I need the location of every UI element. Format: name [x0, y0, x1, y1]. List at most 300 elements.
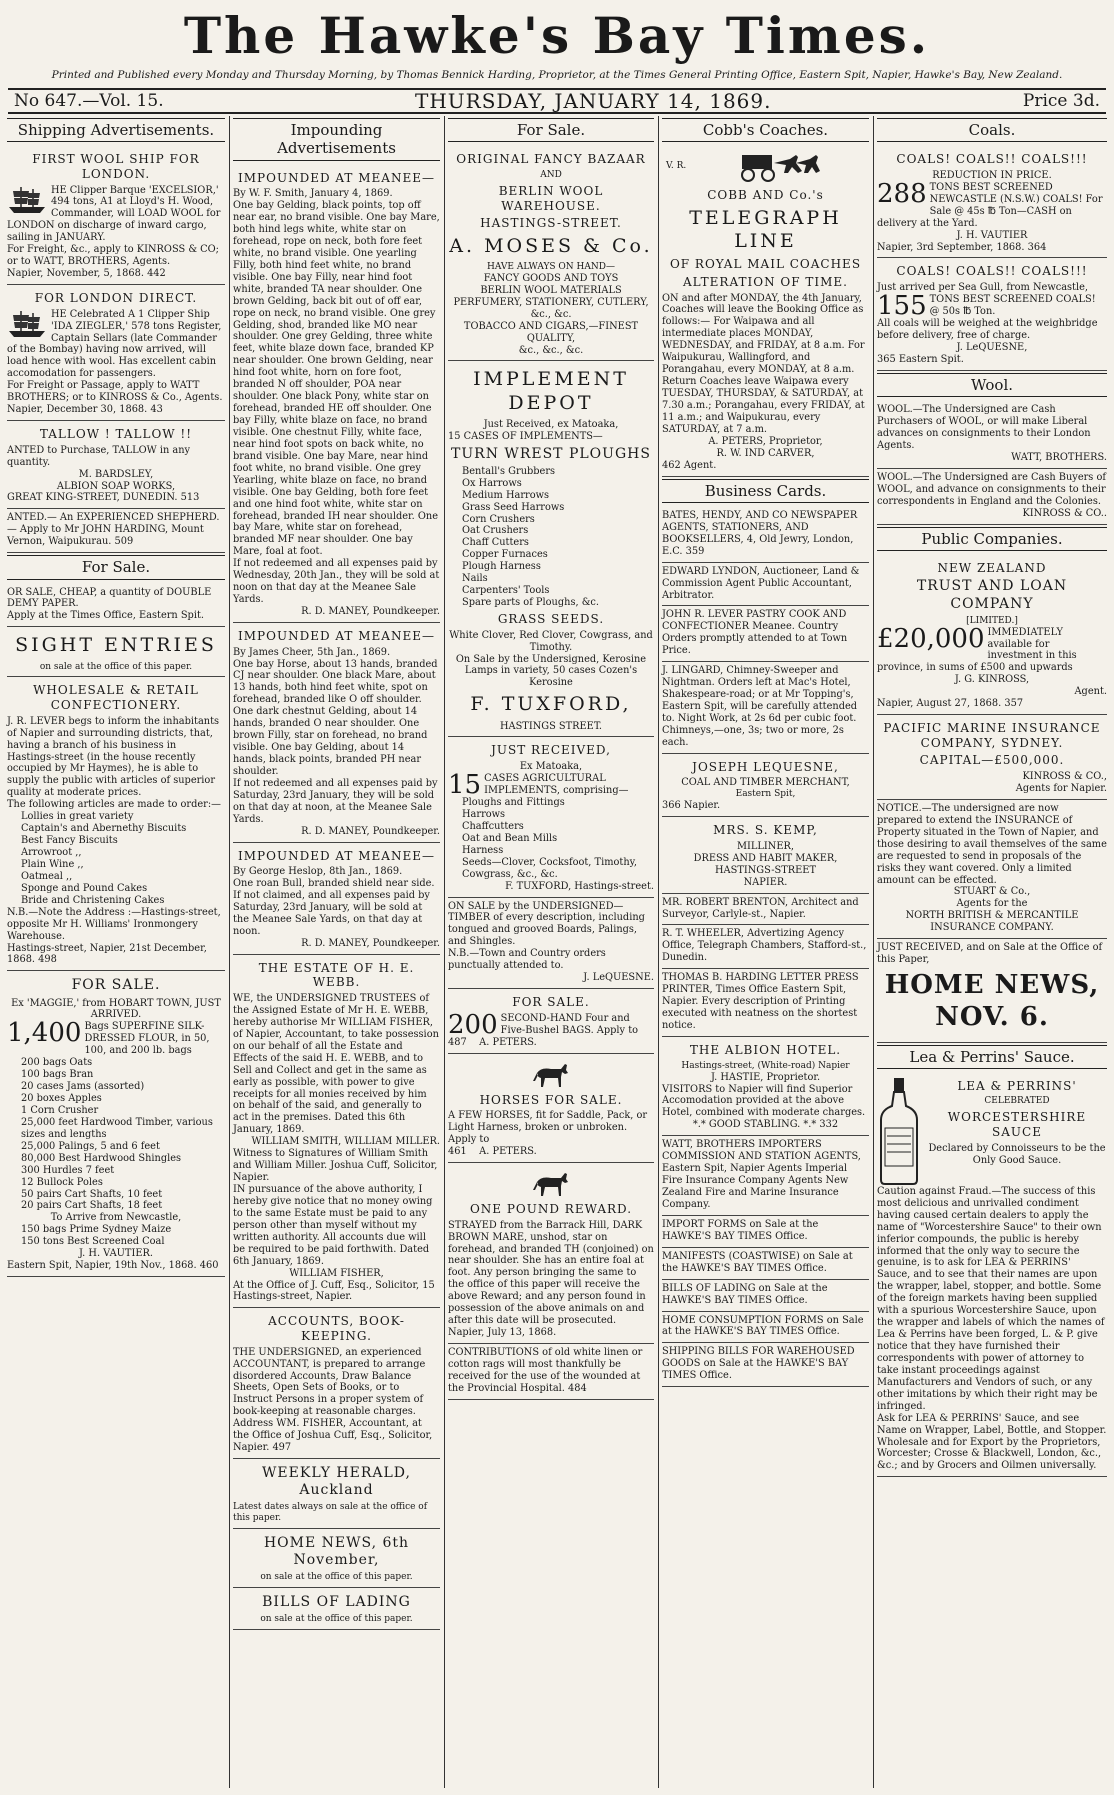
- ad-title: SIGHT ENTRIES: [15, 634, 217, 657]
- list-item: Captain's and Abernethy Biscuits: [21, 823, 187, 835]
- ad-body: BILLS OF LADING on Sale at the HAWKE'S BAY TIMES Office.: [662, 1282, 828, 1306]
- ad-home-consumption: [662, 1312, 869, 1344]
- ad-big-number: 15: [448, 770, 482, 800]
- ad-ref: 366 Napier.: [662, 800, 721, 812]
- ad-body: SECOND-HAND Four and Five-Bushel BAGS. Apply to: [500, 1012, 639, 1036]
- horse-icon: [531, 1061, 571, 1089]
- ad-sig: F. TUXFORD, Hastings-street.: [505, 880, 654, 892]
- section-header: Coals.: [877, 118, 1107, 142]
- ad-by: By James Cheer, 5th Jan., 1869.: [233, 646, 391, 658]
- ad-body: JOHN R. LEVER PASTRY COOK AND CONFECTIONER Meanee. Country Orders promptly attended to at Town Price.: [662, 609, 848, 657]
- ad-body: One bay Gelding, black points, top off near ear, no brand visible. One bay Mare, both hind legs white, white star on forehead, rope on neck, both fore feet white, no brand visible. One yearling Filly, both hind feet white, no brand visible. One bay Filly, near hind foot white, branded TA near shoulder. One brown Gelding, back bit out of off ear, rope on neck, no brand visible. One grey Gelding, shod, branded like MO near shoulder. One grey Gelding, three white feet, white blaze down face, branded KP near shoulder. One brown Gelding, near hind foot white, horn on fore foot, branded N off shoulder, POA near shoulder. One black Pony, white star on forehead, branded HE off shoulder. One bay Filly, white blaze on face, no brand visible. One chestnut Filly, white face, near hind foot spots on back white, no brand visible. One bay Mare, near hind foot white, no brand visible. One grey Yearling, white blaze on face, no brand visible. One bay Gelding, both fore feet and one hind foot white, white star on forehead, branded IH near shoulder. One bay Mare, white star on forehead, branded MF near shoulder. One bay Mare, foal at foot.: [233, 200, 440, 558]
- list-item: Harrows: [462, 808, 506, 820]
- ad-bills-lading: [662, 1280, 869, 1312]
- ad-sub: ALTERATION OF TIME.: [683, 274, 848, 289]
- ad-tallow: [7, 421, 225, 509]
- card-bates-hendy: [662, 507, 869, 563]
- ad-title: MRS. S. KEMP,: [713, 823, 818, 838]
- ad-title: HASTINGS-STREET.: [480, 216, 622, 231]
- ad-contributions: [448, 1344, 654, 1400]
- ad-ref: 487: [448, 1036, 467, 1048]
- ad-sig: KINROSS & CO.,: [1022, 771, 1107, 783]
- ad-cases: 15 CASES OF IMPLEMENTS—: [448, 430, 603, 442]
- ad-cobb-coaches: [662, 146, 869, 476]
- section-header: Impounding Advertisements: [233, 118, 440, 161]
- ad-date: Napier, July 13, 1868.: [448, 1327, 557, 1339]
- ad-reward: [448, 1163, 654, 1344]
- newspaper-title: The Hawke's Bay Times.: [183, 6, 931, 65]
- ad-horses: [448, 1054, 654, 1163]
- ad-title: BERLIN WOOL WAREHOUSE.: [498, 183, 604, 213]
- list-item: Bentall's Grubbers: [462, 465, 556, 477]
- ad-body: MR. ROBERT BRENTON, Architect and Surveyor, Carlyle-st., Napier.: [662, 896, 859, 920]
- ad-title: HORSES FOR SALE.: [479, 1092, 623, 1107]
- list-item: 1 Corn Crusher: [21, 1104, 99, 1116]
- ad-date: Napier, December 30, 1868. 43: [7, 404, 163, 416]
- item-list: [448, 797, 654, 881]
- ad-coals-lequesne: [877, 258, 1107, 370]
- issue-date: THURSDAY, JANUARY 14, 1869.: [415, 89, 772, 113]
- ad-bags: [448, 989, 654, 1054]
- issue-number: No 647.—Vol. 15.: [14, 91, 164, 111]
- list-item: 20 boxes Apples: [21, 1093, 102, 1104]
- ad-witness: Witness to Signatures of William Smith and William Miller. Joshua Cuff, Solicitor, Napier.: [233, 1148, 438, 1184]
- ad-body: ANTED.— An EXPERIENCED SHEPHERD. — Apply to Mr JOHN HARDING, Mount Vernon, Waipukurau. 509: [7, 512, 220, 548]
- ad-lea-perrins: [877, 1073, 1107, 1478]
- imprint-line: Printed and Published every Monday and Thursday Morning, by Thomas Bennick Harding, Proprietor, at the Times General Printing Office, Eastern Spit, Napier, Hawke's Bay, New Zealand.: [51, 69, 1063, 81]
- ad-sub: NAPIER.: [743, 876, 788, 888]
- ad-import-forms: [662, 1216, 869, 1248]
- ad-coals-vautier: [877, 146, 1107, 258]
- column-for-sale: [444, 116, 657, 1788]
- ad-body: Caution against Fraud.—The success of this most delicious and unrivalled condiment having caused certain dealers to apply the name of "Worcestershire Sauce" to their own inferior compounds, the public is hereby informed that the only way to secure the genuine, is to ask for LEA & PERRINS' Sauce, and to see that their names are upon the wrapper, label, stopper, and bottle. Some of the foreign markets having been supplied with a spurious Worcestershire Sauce, upon the wrapper and labels of which the names of Lea & Perrins have been forged, L. & P. give notice that they have furnished their correspondents with power of attorney to take instant proceedings against Manufacturers and Vendors of such, or any other imitations by which their right may be infringed.: [877, 1185, 1105, 1412]
- ad-body: THE UNDERSIGNED, an experienced ACCOUNTANT, is prepared to arrange disordered Accounts, Draw Balance Sheets, Open Sets of Books, or to Instruct Persons in a proper system of book-keeping at reasonable charges. Address WM. FISHER, Accountant, at the Office of Joshua Cuff, Esq., Solicitor, Napier. 497: [233, 1346, 433, 1454]
- list-item: 100 bags Bran: [21, 1069, 94, 1081]
- ad-title: PACIFIC MARINE INSURANCE COMPANY, SYDNEY.: [883, 721, 1101, 750]
- list-item: Best Fancy Biscuits: [21, 835, 118, 847]
- list-item: Plough Harness: [462, 561, 541, 573]
- ad-title: JOSEPH LEQUESNE,: [692, 759, 839, 774]
- ad-confectionery: [7, 677, 225, 971]
- ad-title: FOR SALE.: [512, 995, 590, 1010]
- ad-title: JUST RECEIVED,: [491, 743, 611, 758]
- ad-date: Napier, November, 5, 1868. 442: [7, 268, 166, 280]
- ad-date: Eastern Spit, Napier, 19th Nov., 1868. 460: [7, 1260, 219, 1272]
- ad-address: GREAT KING-STREET, DUNEDIN. 513: [7, 492, 200, 504]
- ad-title: LEA & PERRINS': [957, 1078, 1077, 1093]
- ad-body: R. T. WHEELER, Advertizing Agency Office, Telegraph Chambers, Stafford-st., Dunedin.: [662, 928, 867, 964]
- ad-sig: KINROSS & CO..: [1022, 507, 1107, 519]
- ad-sig: R. D. MANEY, Poundkeeper.: [301, 825, 440, 837]
- section-header: For Sale.: [7, 555, 225, 579]
- ad-sig: J. HASTIE, Proprietor.: [710, 1071, 821, 1083]
- ad-sub: To Arrive from Newcastle,: [50, 1212, 182, 1224]
- ad-body: J. R. LEVER begs to inform the inhabitants of Napier and surrounding districts, that, having a branch of his business in Hastings-street (in the house recently occupied by Mr Haymes), he is able to supply the public with articles of superior quality at moderate prices.: [7, 715, 220, 799]
- ad-body: White Clover, Red Clover, Cowgrass, and Timothy.: [449, 629, 653, 653]
- ad-sig: WILLIAM SMITH, WILLIAM MILLER.: [251, 1136, 440, 1148]
- ad-body: Bags SUPERFINE SILK-DRESSED FLOUR, in 50, 100, and 200 lb. bags: [84, 1021, 210, 1057]
- list-item: Bride and Christening Cakes: [21, 894, 165, 906]
- ad-body: J. LINGARD, Chimney-Sweeper and Nightman. Orders left at Mac's Hotel, Shakespeare-road; or at Mr Topping's, Eastern Spit, will be carefully attended to. Night Work, at 2s 6d per cubic foot. Chimneys,—one, 3s; two or more, 2s each.: [662, 665, 858, 748]
- column-coals: [873, 116, 1110, 1788]
- ad-body: IN pursuance of the above authority, I hereby give notice that no money owing to the same Estate must be paid to any person other than myself without my written authority. All accounts due will be required to be paid forthwith. Dated 6th January, 1869.: [233, 1184, 433, 1267]
- list-item: 20 cases Jams (assorted): [21, 1081, 145, 1093]
- ad-pacific-marine: [877, 715, 1107, 800]
- list-item: Medium Harrows: [462, 489, 550, 501]
- ad-just-received: [448, 737, 654, 897]
- ad-sig: WATT, BROTHERS.: [1011, 451, 1107, 463]
- ad-sub: Latest dates always on sale at the office of this paper.: [233, 1502, 428, 1524]
- list-item: Ploughs and Fittings: [462, 797, 565, 808]
- ad-works: ALBION SOAP WORKS,: [56, 480, 176, 492]
- list-item: Carpenters' Tools: [462, 585, 550, 597]
- ad-body: HE Clipper Barque 'EXCELSIOR,' 494 tons, A1 at Lloyd's H. Wood, Commander, will LOAD WOOL for LONDON on discharge of inward cargo, sailing in JANUARY.: [7, 184, 221, 244]
- ad-title: TALLOW ! TALLOW !!: [39, 427, 193, 442]
- ad-sig: STUART & Co.,: [953, 886, 1031, 898]
- ad-sig: R. D. MANEY, Poundkeeper.: [301, 606, 440, 618]
- item-list: [7, 811, 225, 907]
- ad-wool-kinross: [877, 469, 1107, 525]
- ad-body: ON and after MONDAY, the 4th January, Coaches will leave the Booking Office as follows:— For Waipawa and all intermediate places MONDAY, WEDNESDAY, and FRIDAY, at 8 a.m. For Waipukurau, Wallingford, and Porangahau, every MONDAY, at 8 a.m. Return Coaches leave Waipawa every TUESDAY, THURSDAY, & SATURDAY, at 7.30 a.m.; Porangahau, every FRIDAY, at 11 a.m.; and Waipukurau, every SATURDAY, at 7 a.m.: [662, 292, 865, 435]
- ad-note: *.* GOOD STABLING. *.* 332: [692, 1119, 839, 1131]
- list-item: &c., &c., &c.: [518, 344, 584, 356]
- ad-company: F. TUXFORD,: [470, 693, 632, 716]
- ad-sub: Declared by Connoisseurs to be the Only Good Sauce.: [928, 1142, 1106, 1166]
- list-item: 20 pairs Cart Shafts, 18 feet: [21, 1200, 163, 1212]
- ship-icon: [7, 309, 47, 339]
- ad-sub: on sale at the office of this paper.: [260, 1572, 413, 1583]
- ad-big-number: 200: [448, 1009, 498, 1040]
- ad-webb-estate: [233, 955, 440, 1309]
- ad-sub: HASTINGS STREET.: [499, 720, 603, 732]
- ad-apply: Apply at the Times Office, Eastern Spit.: [7, 610, 205, 622]
- card-lever: [662, 606, 869, 662]
- ad-sub: REDUCTION IN PRICE.: [932, 169, 1052, 181]
- ad-body: WOOL.—The Undersigned are Cash Buyers of WOOL, and advance on consignments to their correspondents in England and the Colonies.: [877, 471, 1106, 507]
- ad-insurance-notice: [877, 800, 1107, 939]
- list-item: 300 Hurdles 7 feet: [21, 1164, 115, 1176]
- list-item: Plain Wine ,,: [21, 858, 84, 870]
- ad-manifests: [662, 1248, 869, 1280]
- ad-title: TELEGRAPH LINE: [689, 206, 842, 253]
- list-item: Sponge and Pound Cakes: [21, 882, 148, 894]
- list-item: Copper Furnaces: [462, 549, 548, 561]
- dateline: [8, 88, 1106, 114]
- ad-sig: A. PETERS, Proprietor,: [708, 435, 823, 447]
- list-item: Grass Seed Harrows: [462, 501, 565, 513]
- ad-apply: For Freight, &c., apply to KINROSS & CO; or to WATT, BROTHERS, Agents.: [7, 244, 219, 268]
- section-header: Business Cards.: [662, 479, 869, 503]
- ad-title: THE ALBION HOTEL.: [689, 1042, 842, 1057]
- column-shipping: [4, 116, 228, 1788]
- ad-body: HE Celebrated A 1 Clipper Ship 'IDA ZIEGLER,' 578 tons Register, Captain Sellars (late Commander of the Bombay) having now arrived, will load hence with wool. Has excellent cabin accomodation for passengers.: [7, 308, 222, 380]
- ad-note: N.B.—Note the Address :—Hastings-street, opposite Mr H. Williams' Ironmongery Warehouse.: [7, 906, 221, 942]
- ad-paper: [7, 584, 225, 628]
- ad-sub: Agents for the: [956, 898, 1028, 910]
- ad-title: ORIGINAL FANCY BAZAAR: [456, 152, 646, 167]
- ad-title: IMPLEMENT DEPOT: [473, 368, 629, 414]
- item-list: [448, 466, 654, 609]
- ad-london-direct: [7, 285, 225, 421]
- masthead: [0, 0, 1114, 68]
- ad-sub: COAL AND TIMBER MERCHANT,: [681, 777, 850, 789]
- card-lingard: [662, 662, 869, 754]
- list-item: Oat and Bean Mills: [462, 832, 558, 844]
- ad-sig: J. G. KINROSS,: [954, 674, 1030, 686]
- ad-title: WEEKLY HERALD, Auckland: [262, 1465, 411, 1499]
- ad-shepherd: [7, 509, 225, 553]
- ad-ref: 462 Agent.: [662, 459, 717, 471]
- list-item: 50 pairs Cart Shafts, 10 feet: [21, 1188, 163, 1200]
- ad-sub: DRESS AND HABIT MAKER,: [693, 852, 838, 864]
- ad-impound-1: [233, 165, 440, 623]
- ad-date: Napier, 3rd September, 1868. 364: [877, 241, 1047, 253]
- list-item: 150 tons Best Screened Coal: [21, 1236, 165, 1248]
- ad-date: 365 Eastern Spit.: [877, 353, 964, 365]
- list-item: Nails: [462, 573, 488, 585]
- card-brenton: [662, 894, 869, 926]
- ad-body: TONS BEST SCREENED NEWCASTLE (N.S.W.) COALS! For Sale @ 45s ℔ Ton—CASH on delivery at the Yard.: [877, 181, 1103, 229]
- list-item: 200 bags Oats: [21, 1057, 93, 1069]
- ad-implement-depot: [448, 361, 654, 737]
- list-item: BERLIN WOOL MATERIALS: [480, 284, 622, 296]
- ad-by: By George Heslop, 8th Jan., 1869.: [233, 866, 403, 878]
- ad-title: TRUST AND LOAN COMPANY: [916, 578, 1068, 612]
- card-harding: [662, 969, 869, 1037]
- section-header: For Sale.: [448, 118, 654, 142]
- ad-sub: NORTH BRITISH & MERCANTILE INSURANCE COMPANY.: [905, 910, 1079, 934]
- ad-body: On Sale by the Undersigned, Kerosine Lamps in variety, 50 cases Cozen's Kerosine: [455, 653, 647, 689]
- ad-title: ONE POUND REWARD.: [469, 1202, 633, 1216]
- ad-body: JUST RECEIVED, and on Sale at the Office of this Paper,: [877, 942, 1103, 966]
- list-item: Chaff Cutters: [462, 537, 529, 549]
- ad-title: BILLS OF LADING: [262, 1594, 411, 1611]
- list-item: PERFUMERY, STATIONERY, CUTLERY, &c., &c.: [453, 296, 649, 320]
- ad-note: Ask for LEA & PERRINS' Sauce, and see Name on Wrapper, Label, Bottle, and Stopper.: [877, 1412, 1107, 1436]
- ad-title: IMPOUNDED AT MEANEE—: [238, 848, 435, 863]
- ad-home-news: [877, 939, 1107, 1042]
- card-lyndon: [662, 563, 869, 607]
- ad-company: A. MOSES & Co.: [449, 234, 653, 257]
- list-item: TOBACCO AND CIGARS,—FINEST QUALITY,: [463, 320, 639, 344]
- ad-note: Wholesale and for Export by the Proprietors, Worcester; Crosse & Blackwell, London, &c., &c.; and by Grocers and Oilmen universally.: [877, 1436, 1102, 1472]
- section-header: Wool.: [877, 373, 1107, 397]
- ad-body: EDWARD LYNDON, Auctioneer, Land & Commission Agent Public Accountant, Arbitrator.: [662, 565, 860, 601]
- ad-body: NOTICE.—The undersigned are now prepared to extend the INSURANCE of Property situated in the Town of Napier, and those desiring to avail themselves of the same are requested to send in proposals of the risks they want covered. Only a limited amount can be effected.: [877, 802, 1107, 886]
- item-list: [7, 1224, 225, 1248]
- ship-icon: [7, 185, 47, 215]
- list-item: 25,000 feet Hardwood Timber, various sizes and lengths: [21, 1116, 213, 1140]
- ad-note: If not redeemed and all expenses paid by Wednesday, 20th Jan., they will be sold at noon on that day at the Meanee Sale Yards.: [233, 558, 440, 606]
- ad-sig: R. W. IND CARVER,: [716, 447, 815, 459]
- ad-accounts: [233, 1308, 440, 1459]
- ad-sig: A. PETERS.: [479, 1146, 537, 1158]
- ad-body: VISITORS to Napier will find Superior Accomodation provided at the above Hotel, combined with moderate charges.: [662, 1083, 866, 1119]
- ad-big-number: 1,400: [7, 1018, 82, 1049]
- ad-note: All coals will be weighed at the weighbridge before delivery, free of charge.: [877, 318, 1098, 341]
- list-item: Seeds—Clover, Cocksfoot, Timothy, Cowgrass, &c., &c.: [462, 856, 637, 880]
- horse-icon: [531, 1170, 571, 1198]
- ad-bills-lading: [233, 1588, 440, 1630]
- ad-nz-trust: [877, 555, 1107, 715]
- ad-sub: Just arrived per Sea Gull, from Newcastle,: [877, 282, 1089, 294]
- ad-sig: J. H. VAUTIER: [956, 229, 1028, 241]
- list-item: Oatmeal ,,: [21, 870, 73, 882]
- ad-sub: Just Received, ex Matoaka,: [483, 418, 619, 430]
- ad-sub: Ex Matoaka,: [519, 761, 583, 773]
- ad-home-news: [233, 1529, 440, 1588]
- ad-title: COALS! COALS!! COALS!!!: [896, 152, 1088, 167]
- ad-title: COBB AND Co.'s: [707, 188, 824, 203]
- list-item: Spare parts of Ploughs, &c.: [462, 597, 600, 609]
- ad-big-number: 288: [877, 178, 927, 209]
- list-item: Ox Harrows: [462, 477, 522, 489]
- section-header: Cobb's Coaches.: [662, 118, 869, 142]
- ad-body: WATT, BROTHERS IMPORTERS COMMISSION AND STATION AGENTS, Eastern Spit, Napier Agents Imperial Fire Insurance Company Agents New Zealand Fire and Marine Insurance Company.: [662, 1139, 861, 1210]
- ad-sig: J. LeQUESNE,: [956, 341, 1028, 353]
- section-header: Public Companies.: [877, 527, 1107, 551]
- ad-title: COALS! COALS!! COALS!!!: [896, 264, 1088, 279]
- list-item: Chaffcutters: [462, 820, 524, 832]
- ad-sig: WILLIAM FISHER,: [289, 1267, 384, 1279]
- ad-name: M. BARDSLEY,: [78, 468, 154, 480]
- ad-sig: Agent.: [1074, 686, 1107, 698]
- ad-title: FIRST WOOL SHIP FOR LONDON.: [32, 152, 200, 181]
- ad-sub: on sale at the office of this paper.: [39, 661, 193, 672]
- card-albion-hotel: [662, 1037, 869, 1136]
- ad-sub: MILLINER,: [737, 840, 794, 852]
- ad-body: TONS BEST SCREENED COALS! @ 50s ℔ Ton.: [929, 294, 1096, 317]
- ad-sub: HASTINGS-STREET: [715, 864, 816, 876]
- ad-royal-mark: V. R.: [666, 161, 687, 172]
- ad-body: SHIPPING BILLS FOR WAREHOUSED GOODS on Sale at the HAWKE'S BAY TIMES Office.: [662, 1346, 855, 1382]
- sauce-bottle-icon: [877, 1076, 921, 1186]
- issue-price: Price 3d.: [1022, 91, 1100, 111]
- ad-title: ACCOUNTS, BOOK-KEEPING.: [268, 1314, 405, 1344]
- ad-body: ANTED to Purchase, TALLOW in any quantity.: [7, 444, 191, 468]
- ad-big-number: 155: [877, 291, 927, 322]
- column-impounding: [229, 116, 443, 1788]
- ad-body: IMMEDIATELY available for investment in this province, in sums of £500 and upwards: [877, 626, 1077, 674]
- ad-body: WE, the UNDERSIGNED TRUSTEES of the Assigned Estate of Mr H. E. WEBB, hereby authorise Mr WILLIAM FISHER, of Napier, Accountant, to take possession on our behalf of all the Estate and Effects of the said H. E. WEBB, and to Sell and Collect and get in the same as early as possible, with power to give receipts for all monies received by him on behalf of the said, and generally to act in the premises. Dated this 6th January, 1869.: [233, 993, 439, 1136]
- list-item: Lollies in great variety: [21, 811, 134, 823]
- ad-body: CONTRIBUTIONS of old white linen or cotton rags will most thankfully be received for the use of the wounded at the Provincial Hospital. 484: [448, 1347, 643, 1394]
- ad-big-number: £20,000: [877, 623, 985, 654]
- ad-sub: on sale at the office of this paper.: [260, 1614, 413, 1625]
- ad-body: OR SALE, CHEAP, a quantity of DOUBLE DEMY PAPER.: [7, 586, 212, 610]
- ad-sub: OF ROYAL MAIL COACHES: [669, 257, 862, 272]
- ad-title: IMPOUNDED AT MEANEE—: [238, 170, 435, 185]
- ad-body: One bay Horse, about 13 hands, branded CJ near shoulder. One black Mare, about 13 hands, both hind feet white, spot on forehead, branded like O off shoulder. One dark chestnut Gelding, about 14 hands, branded O near shoulder. One brown Filly, star on forehead, no brand visible. One bay Gelding, about 14 hands, black points, branded PH near shoulder.: [233, 658, 438, 777]
- ad-sub: HAVE ALWAYS ON HAND—: [487, 261, 615, 272]
- ad-weekly-herald: [233, 1459, 440, 1529]
- section-header: Lea & Perrins' Sauce.: [877, 1045, 1107, 1069]
- list-item: Oat Crushers: [462, 525, 529, 537]
- ad-note: N.B.—Town and Country orders punctually attended to.: [448, 948, 606, 972]
- ad-timber: [448, 898, 654, 990]
- ad-apply: For Freight or Passage, apply to WATT BROTHERS; or to KINROSS & Co., Agents.: [7, 380, 223, 404]
- ad-body: STRAYED from the Barrack Hill, DARK BROWN MARE, unshod, star on forehead, and branded TH (conjoined) on near shoulder. She has an entire foal at foot. Any person bringing the same to the office of this paper will receive the above Reward; and any person found in possession of the above animals on and after this date will be prosecuted.: [448, 1219, 654, 1327]
- ad-sig: A. PETERS.: [479, 1036, 537, 1048]
- ad-body: THOMAS B. HARDING LETTER PRESS PRINTER, Times Office Eastern Spit, Napier. Every description of Printing executed with neatness on the shortest notice.: [662, 972, 859, 1032]
- list-item: 12 Bullock Poles: [21, 1176, 103, 1188]
- ad-body: HOME CONSUMPTION FORMS on Sale at the HAWKE'S BAY TIMES Office.: [662, 1314, 864, 1338]
- card-lequesne: [662, 754, 869, 817]
- list-item: 150 bags Prime Sydney Maize: [21, 1224, 172, 1236]
- ad-title: FOR SALE.: [71, 977, 161, 994]
- ad-impound-2: [233, 623, 440, 843]
- ad-shipping-bills: [662, 1343, 869, 1387]
- ad-sig: J. LeQUESNE.: [583, 972, 654, 984]
- ad-ref: 461: [448, 1146, 467, 1158]
- ad-title: NEW ZEALAND: [937, 560, 1047, 575]
- ad-sub: Hastings-street, (White-road) Napier: [681, 1060, 850, 1071]
- ad-sight-entries: [7, 627, 225, 677]
- ad-body: CASES AGRICULTURAL IMPLEMENTS, comprising—: [484, 773, 629, 796]
- list-item: FANCY GOODS AND TOYS: [483, 272, 619, 284]
- ad-title: THE ESTATE OF H. E. WEBB.: [258, 960, 415, 990]
- card-kemp: [662, 817, 869, 893]
- card-watt-brothers: [662, 1136, 869, 1216]
- ad-title: FOR LONDON DIRECT.: [34, 291, 198, 306]
- section-header: Shipping Advertisements.: [7, 118, 225, 142]
- item-list: [7, 1057, 225, 1212]
- ad-body: WOOL.—The Undersigned are Cash Purchasers of WOOL, or will make Liberal advances on consignments to their London Agents.: [877, 404, 1091, 451]
- ad-note: If not redeemed and all expenses paid by Saturday, 23rd January, they will be sold on that day at noon, at the Meanee Sale Yards.: [233, 777, 438, 825]
- ad-body: One roan Bull, branded shield near side. If not claimed, and all expenses paid by Saturday, 23rd January, will be sold at the Meanee Sale Yards, on that day at noon.: [233, 878, 435, 937]
- ad-title: IMPOUNDED AT MEANEE—: [238, 628, 435, 643]
- ad-address: At the Office of J. Cuff, Esq., Solicitor, 15 Hastings-street, Napier.: [233, 1279, 435, 1303]
- ad-title: CAPITAL—£500,000.: [919, 753, 1065, 768]
- list-item: 80,000 Best Hardwood Shingles: [21, 1152, 182, 1164]
- ad-title: HOME NEWS, 6th November,: [263, 1535, 410, 1569]
- ad-date: Napier, August 27, 1868. 357: [877, 698, 1024, 710]
- ad-sub: [LIMITED.]: [966, 615, 1018, 626]
- ad-body: BATES, HENDY, AND CO NEWSPAPER AGENTS, STATIONERS, AND BOOKSELLERS, 4, Old Jewry, London, E.C. 359: [662, 509, 858, 557]
- ad-date: Hastings-street, Napier, 21st December, 1868. 498: [7, 942, 207, 966]
- ad-sig: R. D. MANEY, Poundkeeper.: [301, 937, 440, 949]
- ad-by: By W. F. Smith, January 4, 1869.: [233, 188, 393, 200]
- ad-wool-watt: [877, 401, 1107, 469]
- ad-title: WHOLESALE & RETAIL CONFECTIONERY.: [33, 683, 199, 713]
- list-item: Harness: [462, 844, 504, 856]
- ad-bazaar: [448, 146, 654, 361]
- column-coaches: [658, 116, 872, 1788]
- ad-title: TURN WREST PLOUGHS: [451, 445, 651, 462]
- list-item: Corn Crushers: [462, 513, 535, 525]
- ad-name: J. H. VAUTIER.: [79, 1248, 153, 1260]
- ad-for-sale-vautier: [7, 971, 225, 1277]
- ad-list-intro: The following articles are made to order:—: [7, 799, 221, 811]
- ad-body: MANIFESTS (COASTWISE) on Sale at the HAWKE'S BAY TIMES Office.: [662, 1250, 853, 1274]
- ad-body: ON SALE by the UNDERSIGNED—TIMBER of every description, including tongued and grooved Boards, Palings, and Shingles.: [448, 900, 645, 948]
- ad-sub: AND: [540, 169, 562, 180]
- ad-title: HOME NEWS, NOV. 6.: [884, 970, 1100, 1032]
- ad-sub: Ex 'MAGGIE,' from HOBART TOWN, JUST ARRIVED.: [11, 997, 221, 1021]
- ad-sub: CELEBRATED: [984, 1096, 1050, 1107]
- ad-sub: Eastern Spit,: [735, 789, 796, 800]
- ad-impound-3: [233, 843, 440, 955]
- ad-title: GRASS SEEDS.: [497, 612, 605, 627]
- ad-body: IMPORT FORMS on Sale at the HAWKE'S BAY TIMES Office.: [662, 1218, 819, 1242]
- list-item: 25,000 Palings, 5 and 6 feet: [21, 1140, 160, 1152]
- ad-title: WORCESTERSHIRE SAUCE: [947, 1110, 1087, 1140]
- ad-sig: Agents for Napier.: [1015, 782, 1107, 794]
- ad-wool-ship: [7, 146, 225, 285]
- list-item: Arrowroot ,,: [21, 847, 82, 859]
- ad-body: A FEW HORSES, fit for Saddle, Pack, or Light Harness, broken or unbroken. Apply to: [448, 1110, 648, 1146]
- card-wheeler: [662, 925, 869, 969]
